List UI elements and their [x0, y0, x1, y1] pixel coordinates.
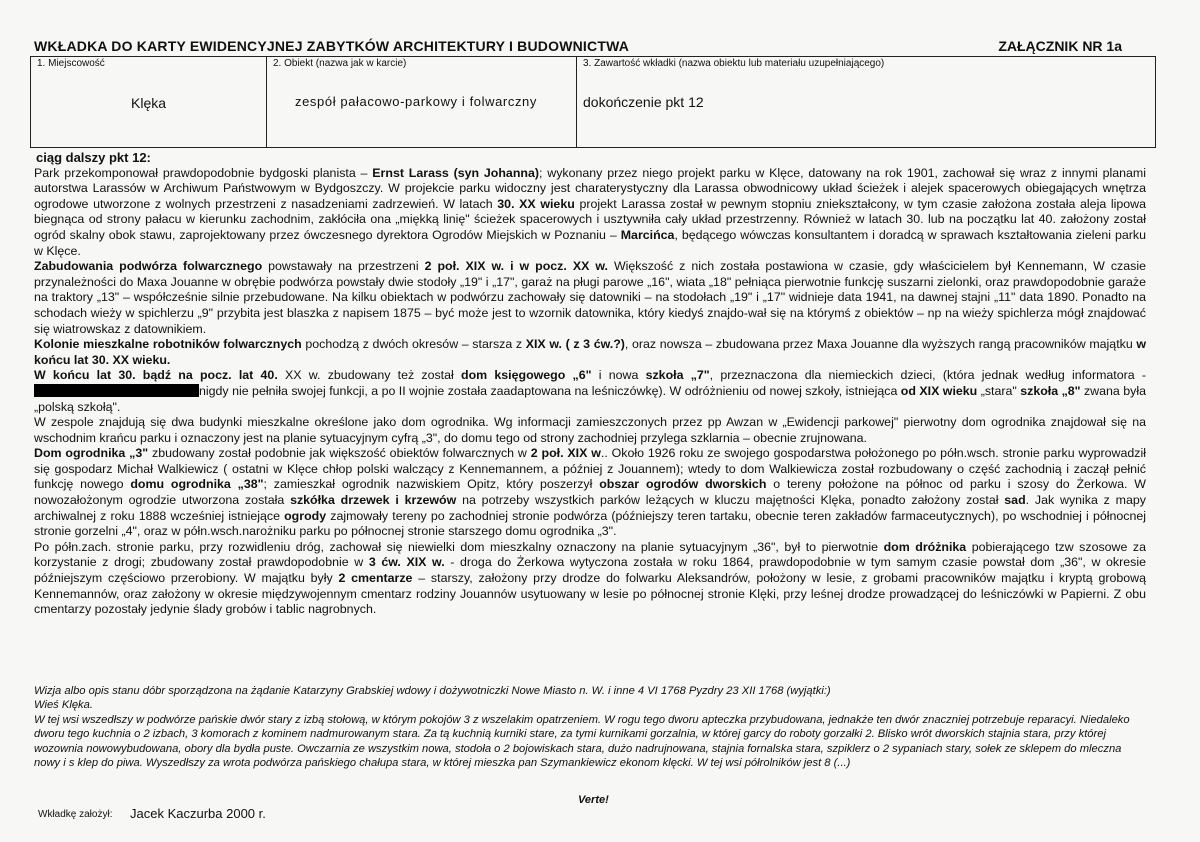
bold-span: sad: [1004, 493, 1026, 508]
bold-span: dom dróżnika: [883, 539, 967, 554]
text-span: Po półn.zach. stronie parku, przy rozwidleniu dróg, zachował się niewielki dom mieszkalny oznaczony na planie sytuacyjnym „36", był to pierwotnie: [34, 539, 884, 554]
text-span: , oraz nowsza – zbudowana przez Maxa Jouanne dla wyższych rangą pracowników majątku: [624, 337, 1137, 352]
bold-span: Ernst Larass (syn Johanna): [372, 165, 539, 180]
content-label: 3. Zawartość wkładki (nazwa obiektu lub materiału uzupełniającego): [583, 58, 885, 69]
text-span: Większość z nich została postawiona w czasie, gdy właścicielem był Kennemann, W czasie przynależności do Maxa Jouanne w obrębie podwórza powstały dwie stodoły „19" i „17", garaż na pługi parowe „16", wiata „18" pełniąca pierwotnie funkcję suszarni zielonki, oraz prawdopodobnie garaże na traktory „13" – współcześnie silnie przebudowane. Na kilku obiektach w podwórzu zachowały się datowniki – na stodołach „19" i „17" widnieje data 1941, na dawnej stajni „11" data 1890. Ponadto na schodach wieży w spichlerzu „9" przybita jest blaszka z napisem 1875 – być może jest to wzornik datownika, który kiedyś znajdo-wał się na którymś z obiektów – np na wieży spichlerza mógł znajdować się wiatrowskaz z datownikiem.: [34, 259, 1146, 336]
object-label: 2. Obiekt (nazwa jak w karcie): [273, 58, 407, 69]
bold-span: 3 ćw. XIX w.: [368, 555, 445, 570]
text-span: o tereny położone na północ od parku i szosy do Żerkowa. W nowozałożonym ogrodzie utworzona została: [34, 477, 1146, 508]
record-fields-table: [30, 56, 1156, 148]
bold-span: Zabudowania podwórza folwarcznego: [34, 259, 263, 274]
text-span: – starszy, założony przy drodze do folwarku Aleksandrów, położony w lesie, z grobami pracowników majątku i kryptą grobową Kennemannów, oraz założony w okresie międzywojennym cmentarz rodziny Jouannów usytuowany w lesie po północnej stronie Klęki, przy leśnej drodze prowadzącej do leśniczówki w Papierni. Z obu cmentarzy pozostały jedynie ślady grobów i tablic nagrobnych.: [34, 571, 1146, 617]
citation-source: Wizja albo opis stanu dóbr sporządzona na żądanie Katarzyny Grabskiej wdowy i dożywotniczki Nowe Miasto n. W. i inne 4 VI 1768 Pyzdry 23 XII 1768 (wyjątki:): [34, 685, 831, 697]
text-span: ; wykonany przez niego projekt parku w Klęce, datowany na rok 1901, zachował się wraz z innymi planami autorstwa Larassów w Archiwum Państwowym w Bydgoszczy. W projekcie parku widoczny jest charaterystyczny dla Larassa obwodnicowy układ ścieżek i alejek spacerowych obiegających wnętrza ogrodowe utworzone z wolnych przestrzeni z nasadzeniami zadrzewień. W latach: [34, 165, 1146, 211]
place-cell: [31, 57, 267, 147]
content-cell: [577, 57, 1155, 147]
bold-span: obszar ogrodów dworskich: [599, 477, 767, 492]
text-span: . Jak wynika z mapy archiwalnej z roku 1888 wcześniej istniejące: [34, 493, 1146, 523]
annex-number: ZAŁĄCZNIK NR 1a: [998, 38, 1122, 54]
paragraph-colonies: [34, 337, 1146, 368]
object-cell: [267, 57, 577, 147]
text-span: zajmowały tereny po zachodniej stronie podwórza (późniejszy teren tartaku, obecnie teren zakładów farmaceutycznych), po wschodniej i północnej stronie gorzelni „4", oraz w półn.wsch.narożniku parku po północnej stronie starszego domu ogrodnika „3".: [34, 508, 1146, 539]
text-span: Park przekomponował prawdopodobnie bydgoski planista –: [34, 165, 373, 180]
text-span: „stara": [977, 383, 1021, 398]
text-span: pobierającego tzw szosowe za korzystanie z drogi; zbudowany został prawdopodobnie w: [34, 539, 1146, 570]
paragraph-schools: [34, 368, 1146, 415]
place-value: Klęka: [131, 95, 167, 111]
footer-author-label: Wkładkę założył:: [38, 809, 113, 820]
paragraph-farmyard: [34, 259, 1146, 337]
text-span: i nowa: [591, 368, 646, 383]
paragraph-park: [34, 166, 1146, 260]
text-span: pochodzą z dwóch okresów – starsza z: [301, 337, 526, 352]
content-value: dokończenie pkt 12: [583, 94, 704, 110]
place-label: 1. Miejscowość: [37, 58, 105, 69]
bold-span: ogrody: [284, 508, 327, 523]
text-span: , będącego wówczas konsultantem i doradcą w sprawach kształtowania zieleni parku w Klęce.: [34, 227, 1146, 258]
main-body: [34, 150, 1146, 618]
citation-text: W tej wsi wszedłszy w podwórze pańskie dwór stary z izbą stołową, w którym pokojów 3 z wszelakim opatrzeniem. W rogu tego dworu apteczka przybudowana, jednakże ten dwór znaczniej potrzebuje reparacyi. Niedaleko dworu tego kuchnia o 2 izbach, 3 komorach z kominem nadmurowanym stara. Za tą kuchnią kurniki stare, za tymi kurnikami gorzalnia, w której garcy do roboty gorzałki 2. Blisko wrót dworskich stajnia stara, przy której wozownia nowowybudowana, obory dla bydła puste. Owczarnia ze wszystkim nowa, stodoła o 2 bojowiskach stara, dużo nadrujnowana, stajnia fornalska stara, szpiklerz o 2 sypaniach stary, sołek ze sklepem do mleczna nowy i s klep do piwa. Wyszedłszy za wrota podwórza pańskiego chałupa stara, w której mieszka pan Szymankiewicz ekonom klęcki. W tej wsi półrolników jest 8 (...): [34, 713, 1130, 770]
text-span: na potrzeby wszystkich parków leżących w kluczu majętności Klęka, ponadto założony został: [456, 493, 1005, 508]
bold-span: Dom ogrodnika „3": [34, 446, 149, 461]
text-span: .. Około 1926 roku ze swojego gospodarstwa położonego po półn.wsch. stronie parku wyprowadził się gospodarz Michał Walkiewicz ( ostatni w Klęce chłop polski walczący z Kennemannem, a później z Jouannem); wtedy to dom Walkiewicza został rozbudowany o część zachodnią i zaczął pełnić funkcję nowego: [34, 446, 1146, 492]
bold-span: Kolonie mieszkalne robotników folwarcznych: [34, 337, 302, 352]
text-span: - droga do Żerkowa wytyczona została w roku 1864, prawdopodobnie w tym samym czasie powstał dom „36", w okresie późniejszym częściowo przerobiony. W majątku były: [34, 555, 1146, 586]
bold-span: domu ogrodnika „38": [130, 477, 264, 492]
bold-span: dom księgowego „6": [461, 368, 592, 383]
bold-span: w końcu lat 30. XX wieku.: [34, 337, 1147, 367]
paragraph-roadman-house: [34, 540, 1146, 618]
footer-author-value: Jacek Kaczurba 2000 r.: [130, 806, 266, 821]
text-span: , przeznaczona dla niemieckich dzieci, (która jednak według informatora -: [709, 368, 1146, 383]
text-span: projekt Larassa został w pewnym stopniu zniekształcony, w tym czasie założona została aleja lipowa biegnąca od strony pałacu w kierunku zachodnim, zakłóciła ona „miękką linię" ścieżek spacerowych i usztywniła cały układ przestrzenny. Również w latach 30. lub na początku lat 40. założony został ogród skalny obok stawu, zaprojektowany przez ówczesnego dyrektora Ogrodów Miejskich w Poznaniu –: [34, 196, 1146, 242]
verte-note: Verte!: [578, 794, 609, 806]
object-value: zespół pałacowo-parkowy i folwarczny: [295, 94, 537, 109]
text-span: ; zamieszkał ogrodnik nazwiskiem Opitz, który poszerzył: [263, 477, 600, 492]
document-title: WKŁADKA DO KARTY EWIDENCYJNEJ ZABYTKÓW ARCHITEKTURY I BUDOWNICTWA: [34, 38, 630, 54]
bold-span: szkoła „7": [645, 368, 710, 383]
bold-span: 2 poł. XIX w: [530, 446, 601, 461]
bold-span: od XIX wieku: [900, 383, 978, 398]
text-span: powstawały na przestrzeni: [262, 259, 425, 274]
text-span: zwana była „polską szkołą".: [34, 383, 1146, 414]
bold-span: W końcu lat 30. bądź na pocz. lat 40.: [34, 368, 278, 383]
paragraph-gardener-house-3: [34, 446, 1146, 540]
bold-span: szkoła „8": [1020, 383, 1081, 398]
paragraph-gardener-houses: W zespole znajdują się dwa budynki mieszkalne określone jako dom ogrodnika. Wg informacji zamieszczonych przez pp Awzan w „Ewidencji parkowej" pierwotny dom ogrodnika znajdował się na wschodnim krańcu parku i oznaczony jest na planie sytuacyjnym cyfrą „3", do domu tego od strony zachodniej przylega szklarnia – obecnie zrujnowana.: [34, 415, 1146, 445]
text-span: nigdy nie pełniła swojej funkcji, a po II wojnie została zaadaptowana na leśniczówkę). W odróżnieniu od nowej szkoły, istniejąca: [199, 383, 901, 398]
bold-span: 2 cmentarze: [338, 571, 413, 586]
bold-span: 2 poł. XIX w. i w pocz. XX w.: [424, 259, 608, 274]
bold-span: Marcińca: [620, 227, 675, 242]
text-span: XX w. zbudowany też został: [277, 368, 461, 383]
continuation-heading: ciąg dalszy pkt 12:: [36, 150, 151, 165]
citation-village: Wieś Klęka.: [34, 699, 93, 712]
redaction-box: [34, 384, 199, 397]
bold-span: XIX w. ( z 3 ćw.?): [525, 337, 625, 352]
bold-span: szkółka drzewek i krzewów: [290, 493, 457, 508]
bold-span: 30. XX wieku: [497, 196, 575, 211]
historical-citation: [34, 684, 1146, 770]
text-span: zbudowany został podobnie jak większość obiektów folwarcznych w: [148, 446, 531, 461]
